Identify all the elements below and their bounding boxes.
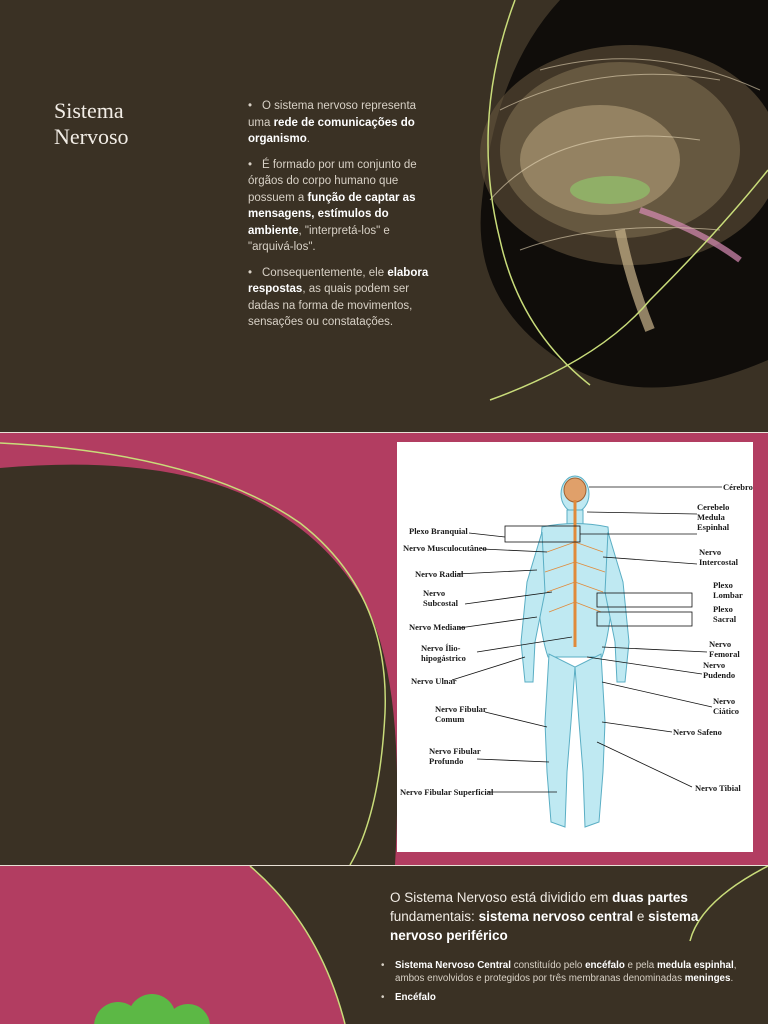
nervous-system-diagram — [397, 442, 753, 852]
label-nervo-subcostal — [423, 588, 458, 608]
label-nervo-femoral — [709, 639, 740, 659]
label-nervo-ciatico — [713, 696, 739, 716]
bullet-dot: • — [248, 100, 253, 112]
label-nervo-safeno — [673, 727, 722, 737]
label-line: Nervo Musculocutâneo — [403, 543, 487, 553]
list-item — [248, 98, 433, 148]
bullet-bold: medula espinhal — [656, 960, 734, 971]
label-line: Medula — [697, 512, 725, 522]
bullet-bold: Encéfalo — [395, 992, 436, 1003]
label-line: Subcostal — [423, 598, 458, 608]
label-cerebro — [723, 482, 753, 492]
label-line: Nervo — [703, 660, 726, 670]
label-plexo-lombar — [713, 580, 743, 600]
slide-nervous-system-diagram — [0, 433, 768, 865]
slide-sistema-nervoso-intro — [0, 0, 768, 432]
label-line: Nervo — [699, 547, 722, 557]
title-line: Nervoso — [54, 124, 129, 149]
list-item — [248, 157, 433, 256]
heading-bold: sistema nervoso central — [478, 909, 634, 924]
title-line: Sistema — [54, 98, 124, 123]
bullet-text: É formado por um conjunto de órgãos do corpo humano que possuem a — [248, 158, 417, 204]
label-line: Nervo Fibular — [435, 704, 487, 714]
label-line: Plexo — [713, 604, 733, 614]
bullet-text: , ambos envolvidos e protegidos por três membranas denominadas — [395, 960, 737, 984]
label-line: Espinhal — [697, 522, 730, 532]
bullet-dot: • — [381, 992, 385, 1003]
slide1-bullet-list — [248, 98, 433, 340]
bullet-bold: encéfalo — [585, 960, 625, 971]
label-line: Nervo Radial — [415, 569, 464, 579]
heading-text: fundamentais: — [390, 909, 479, 924]
label-line: Pudendo — [703, 670, 736, 680]
bullet-dot: • — [248, 266, 253, 279]
label-line: Nervo Mediano — [409, 622, 466, 632]
slide3-bullet-list — [381, 960, 761, 1012]
label-nervo-fibular-comum — [435, 704, 487, 724]
label-nervo-musculocutaneo — [403, 543, 487, 553]
label-line: Plexo — [713, 580, 733, 590]
label-line: Nervo — [423, 588, 446, 598]
label-nervo-mediano — [409, 622, 465, 632]
label-nervo-ilio-hipogastrico — [421, 643, 466, 663]
bullet-text: . — [306, 133, 310, 145]
heading-bold: sistema nervoso periférico — [390, 909, 699, 943]
label-nervo-tibial — [695, 783, 741, 793]
slide1-title — [54, 98, 129, 150]
label-line: Profundo — [429, 756, 464, 766]
bullet-text: constituído pelo — [510, 960, 586, 971]
label-nervo-fibular-profundo — [429, 746, 481, 766]
label-nervo-intercostal — [699, 547, 738, 567]
label-line: Plexo Branquial — [409, 526, 468, 536]
label-line: Nervo — [713, 696, 736, 706]
bullet-bold: rede de comunicações do organismo — [248, 116, 415, 145]
list-item — [248, 265, 433, 331]
label-nervo-radial — [415, 569, 463, 579]
label-line: Nervo Ulnar — [411, 676, 457, 686]
heading-bold: duas partes — [612, 890, 688, 905]
label-cerebelo-medula — [697, 502, 729, 532]
label-line: Sacral — [713, 614, 737, 624]
label-line: Nervo Fibular Superficial — [400, 787, 494, 797]
label-line: Nervo — [709, 639, 732, 649]
heading-text: O Sistema Nervoso está dividido em — [390, 890, 613, 905]
bullet-text: O sistema nervoso representa uma — [248, 100, 417, 129]
label-nervo-fibular-superficial — [400, 787, 493, 797]
bullet-text: e pela — [624, 960, 657, 971]
bullet-dot: • — [381, 960, 385, 971]
heading-text: e — [633, 909, 649, 924]
label-line: Lombar — [713, 590, 743, 600]
label-line: hipogástrico — [421, 653, 466, 663]
label-plexo-sacral — [713, 604, 736, 624]
label-line: Femoral — [709, 649, 740, 659]
bullet-text: , "interpretá-los" e "arquivá-los". — [248, 224, 390, 253]
label-line: Comum — [435, 714, 465, 724]
bullet-bold: função de captar as mensagens, estímulos do ambiente — [248, 191, 416, 237]
label-nervo-pudendo — [703, 660, 735, 680]
slide3-heading — [390, 888, 720, 945]
label-line: Ciático — [713, 706, 739, 716]
label-line: Cérebro — [723, 482, 753, 492]
label-line: Nervo Tibial — [695, 783, 741, 793]
bullet-bold: meninges — [684, 972, 731, 984]
bullet-dot: • — [248, 158, 253, 171]
label-line: Nervo Ílio- — [421, 643, 461, 653]
label-line: Intercostal — [699, 557, 739, 567]
label-nervo-ulnar — [411, 676, 457, 686]
bullet-text: . — [730, 972, 734, 984]
label-line: Cerebelo — [697, 502, 730, 512]
list-item — [381, 992, 761, 1005]
bullet-text: , as quais podem ser dadas na forma de movimentos, sensações ou constatações. — [248, 283, 413, 328]
label-line: Nervo Fibular — [429, 746, 481, 756]
bullet-bold: elabora respostas — [248, 266, 429, 295]
bullet-bold: Sistema Nervoso Central — [395, 960, 511, 971]
list-item — [381, 960, 761, 985]
label-line: Nervo Safeno — [673, 727, 722, 737]
label-plexo-branquial — [409, 526, 468, 536]
slide-divisao-sistema-nervoso — [0, 866, 768, 1024]
bullet-text: Consequentemente, ele — [262, 266, 388, 279]
